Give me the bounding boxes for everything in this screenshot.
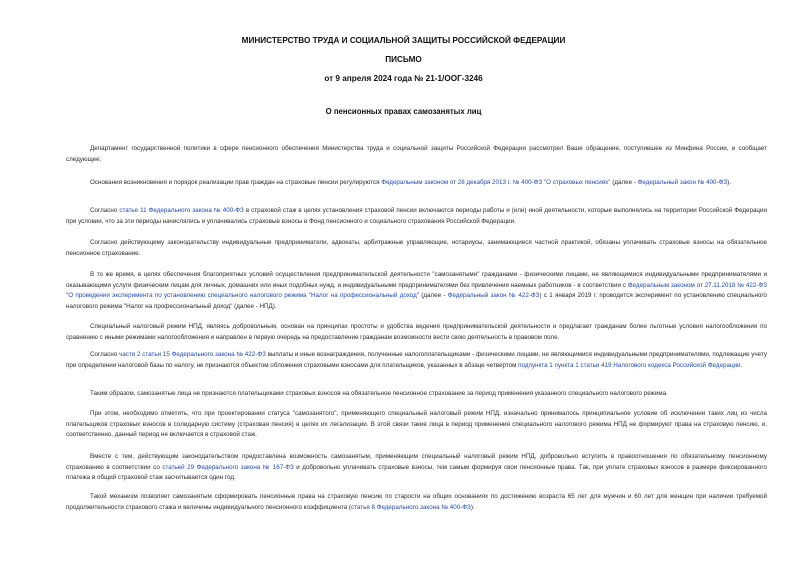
article-15-link[interactable]: части 2 статьи 15 Федерального закона № 422-ФЗ	[119, 351, 266, 358]
paragraph-text: и добровольно уплачивать страховые взносы, тем самым формируя свои пенсионные права. Так, при уплате страховых взносов в размере фиксированного платежа в общий страховой стаж засчитывается один год.	[66, 463, 767, 482]
ministry-heading: МИНИСТЕРСТВО ТРУДА И СОЦИАЛЬНОЙ ЗАЩИТЫ РОССИЙСКОЙ ФЕДЕРАЦИИ	[241, 36, 566, 45]
article-11-link[interactable]: статье 11 Федерального закона № 400-ФЗ	[119, 207, 244, 214]
paragraph-7	[66, 350, 767, 371]
paragraph-text: (далее -	[419, 292, 448, 300]
paragraph-3	[66, 206, 767, 227]
paragraph-text: ).	[470, 503, 475, 511]
article-8-link[interactable]: статья 8 Федерального закона № 400-ФЗ	[350, 503, 471, 511]
document-type: ПИСЬМО	[385, 55, 422, 64]
paragraph-9	[66, 409, 767, 441]
paragraph-text: Такой механизм позволяет самозанятым сформировать пенсионные права на страховую пенсию по старости на общих основаниях по достижению возраста 65 лет для мужчин и 60 лет для женщин при наличии требуемой продолжительности страхового стажа и величины индивидуального пенсионного коэффициента (	[66, 493, 767, 511]
paragraph-text: .	[740, 361, 743, 369]
law-422-fz-short-link[interactable]: Федеральный закон № 422-ФЗ	[447, 292, 540, 300]
paragraph-text: Согласно	[90, 351, 120, 358]
law-400-fz-link[interactable]: Федеральным законом от 28 декабря 2013 г. № 400-ФЗ "О страховых пенсиях"	[381, 179, 611, 186]
paragraph-text: При этом, необходимо отметить, что при проектировании статуса "самозанятого", применяющего специальный налоговый режим НПД, изначально принималось принципиальное условие об исключении таких лиц из числа плательщиков страховых взносов в солидарную систему (страховая пенсия) в целях их легализации. В этой связи такие лица в период применения специального налогового режима НПД не формируют права на страховую пенсию, и, соответственно, данный период не включается в страховой стаж.	[66, 410, 767, 439]
paragraph-text: Вместе с тем, действующим законодательством предоставлена возможность самозанятым, применяющим специальный налоговый режим НПД, добровольно вступить в правоотношения по обязательному пенсионному страхованию в соответствии со	[66, 453, 767, 471]
tax-code-article-419-link[interactable]: подпункта 1 пункта 1 статьи 419 Налогового кодекса Российской Федерации	[518, 361, 741, 369]
paragraph-text: (далее -	[610, 179, 638, 186]
paragraph-text: в страховой стаж в целях установления страховой пенсии включаются периоды работы и (или) иной деятельности, которые выполнялись на территории Российской Федерации при условии, что за эти периоды начислялись и уплачивались страховые взносы в Фонд пенсионного и социального страхования Российской Федерации.	[66, 207, 767, 225]
document-subject: О пенсионных правах самозанятых лиц	[325, 107, 482, 116]
law-400-fz-short-link[interactable]: Федеральный закон № 400-ФЗ	[637, 179, 728, 186]
paragraph-5	[66, 270, 767, 312]
paragraph-10	[66, 452, 767, 484]
paragraph-8	[66, 389, 767, 400]
paragraph-text: Согласно действующему законодательству индивидуальные предприниматели, адвокаты, арбитражные управляющие, нотариусы, занимающиеся частной практикой, обязаны уплачивать страховые взносы на обязательное пенсионное страхование.	[66, 239, 767, 257]
paragraph-text: ) с 1 января 2019 г. проводится эксперимент по установлению специального налогового режима "Налог на профессиональный доход" (далее - НПД).	[66, 292, 768, 310]
document-date-number: от 9 апреля 2024 года № 21-1/ООГ-3246	[324, 74, 483, 83]
paragraph-text: Основания возникновения и порядок реализации прав граждан на страховые пенсии регулируются	[90, 179, 382, 186]
paragraph-text: ).	[727, 179, 731, 186]
paragraph-text: Департамент государственной политики в сфере пенсионного обеспечения Министерства труда и социальной защиты Российской Федерации рассмотрел Ваше обращение, поступившее из Минфина России, и сообщает следующее.	[66, 145, 767, 163]
paragraph-text: Согласно	[90, 207, 120, 214]
paragraph-text: выплаты и иные вознаграждения, полученные налогоплательщиками - физическими лицами, не являющимися индивидуальными предпринимателями, подлежащие учету при определении налоговой базы по налогу, не признаются объектом обложения страховыми взносами для плательщиков, указанных в абзаце четвертом	[66, 351, 767, 369]
paragraph-4	[66, 238, 767, 259]
paragraph-6	[66, 322, 767, 343]
article-29-link[interactable]: статьей 29 Федерального закона № 167-ФЗ	[162, 463, 294, 471]
paragraph-1	[66, 144, 767, 165]
paragraph-text: В то же время, в целях обеспечения благоприятных условий осуществления предпринимательской деятельности "самозанятыми" гражданами - физическими лицами, не являющимися индивидуальными предпринимателями и оказывающими услуги физическим лицам для личных, домашних или иных подобных нужд, и индивидуальными предпринимателями без привлечения наемных работников - в соответствии с	[66, 271, 767, 289]
paragraph-2	[66, 178, 767, 189]
law-422-fz-link[interactable]: Федеральным законом от 27.11.2018 № 422-ФЗ "О проведении эксперимента по установлению специального налогового режима "Налог на профессиональный доход"	[66, 281, 767, 300]
paragraph-text: Специальный налоговый режим НПД, являясь добровольным, основан на принципах простоты и удобства ведения предпринимательской деятельности и предлагает гражданам более льготные условия налогообложения по сравнению с иными режимами налогообложения и направлен в первую очередь на предоставление гражданам возможности вести свою деятельность в правовом поле.	[66, 323, 767, 341]
paragraph-11	[66, 492, 767, 513]
paragraph-text: Таким образом, самозанятые лица не признаются плательщиками страховых взносов на обязательное пенсионное страхование за период применения указанного специального налогового режима.	[90, 390, 668, 397]
